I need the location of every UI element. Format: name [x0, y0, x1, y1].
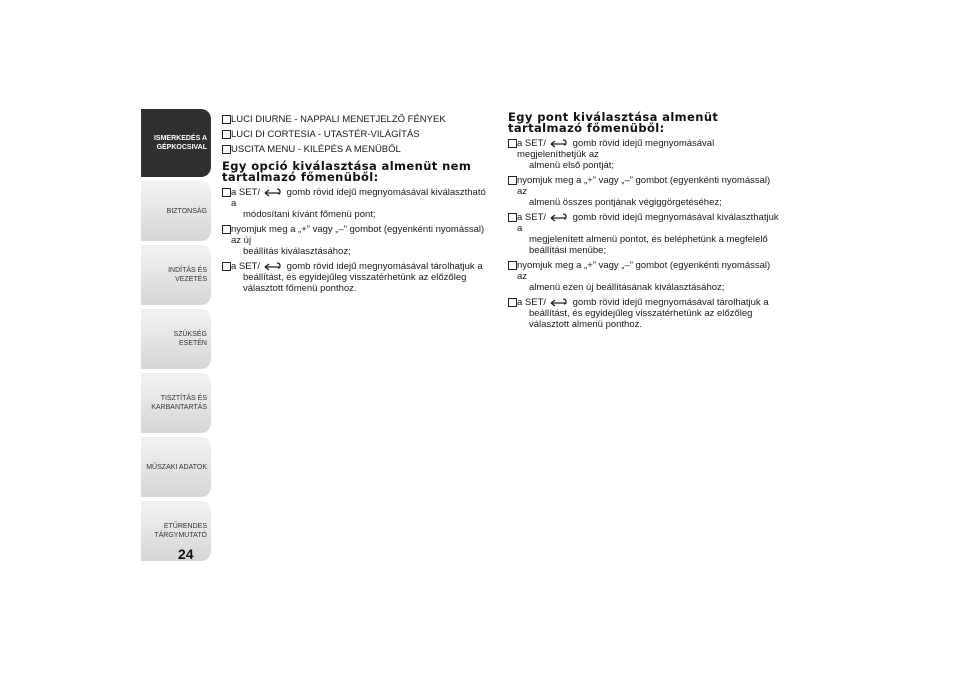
list-item: a SET/ gomb rövid idejű megnyomásával kiválaszthatjuk a megjelenített almenü pontot, és beléphetünk a megfelelő beállítási menübe;	[508, 212, 780, 256]
right-column	[508, 112, 780, 334]
return-arrow-icon	[548, 212, 568, 222]
tab-label: MŰSZAKI ADATOK	[146, 463, 207, 471]
section-heading: Egy pont kiválasztása almenüt tartalmazó főmenüből:	[508, 110, 719, 135]
checkbox-bullet-icon	[222, 130, 231, 139]
list-item: LUCI DIURNE - NAPPALI MENETJELZŐ FÉNYEK	[222, 114, 490, 125]
checkbox-bullet-icon	[222, 115, 231, 124]
list-item: a SET/ gomb rövid idejű megnyomásával tárolhatjuk a beállítást, és egyidejűleg visszatérhetünk az előzőleg választott főmenü ponthoz.	[222, 261, 490, 294]
list-item: nyomjuk meg a „+” vagy „–” gombot (egyenkénti nyomással) az almenü ezen új beállításának kiválasztásához;	[508, 260, 780, 293]
tab-label: ETŰRENDES TÁRGYMUTATÓ	[154, 523, 207, 539]
checkbox-bullet-icon	[222, 225, 231, 234]
return-arrow-icon	[548, 297, 568, 307]
list-item: a SET/ gomb rövid idejű megnyomásával kiválasztható a módosítani kívánt főmenü pont;	[222, 187, 490, 220]
tab-szukseg[interactable]	[141, 309, 211, 369]
tab-biztonsag[interactable]	[141, 181, 211, 241]
list-item: nyomjuk meg a „+” vagy „–” gombot (egyenkénti nyomással) az új beállítás kiválasztásához;	[222, 224, 490, 257]
tab-tisztitas[interactable]	[141, 373, 211, 433]
tab-inditas[interactable]	[141, 245, 211, 305]
return-arrow-icon	[262, 187, 282, 197]
left-column	[222, 114, 490, 298]
checkbox-bullet-icon	[508, 139, 517, 148]
tab-targymutato[interactable]	[141, 501, 211, 561]
checkbox-bullet-icon	[508, 298, 517, 307]
chapter-sidebar	[141, 109, 211, 565]
list-item: a SET/ gomb rövid idejű megnyomásával tárolhatjuk a beállítást, és egyidejűleg visszatérhetünk az előzőleg választott almenü ponthoz.	[508, 297, 780, 330]
tab-label: BIZTONSÁG	[166, 207, 207, 215]
checkbox-bullet-icon	[508, 261, 517, 270]
checkbox-bullet-icon	[222, 145, 231, 154]
list-item: USCITA MENU - KILÉPÉS A MENÜBŐL	[222, 144, 490, 155]
tab-label: ISMERKEDÉS A GÉPKOCSIVAL	[153, 135, 207, 151]
tab-label: TISZTÍTÁS ÉS KARBANTARTÁS	[151, 395, 207, 411]
checkbox-bullet-icon	[222, 188, 231, 197]
list-item: nyomjuk meg a „+” vagy „–” gombot (egyenkénti nyomással) az almenü összes pontjának végiggörgetéséhez;	[508, 175, 780, 208]
checkbox-bullet-icon	[508, 176, 517, 185]
checkbox-bullet-icon	[222, 262, 231, 271]
return-arrow-icon	[548, 138, 568, 148]
page-number: 24	[178, 546, 194, 562]
section-heading: Egy opció kiválasztása almenüt nem tartalmazó főmenüből:	[222, 159, 472, 184]
tab-ismerkedes[interactable]	[141, 109, 211, 177]
tab-muszaki[interactable]	[141, 437, 211, 497]
tab-label: INDÍTÁS ÉS VEZETÉS	[168, 267, 207, 283]
checkbox-bullet-icon	[508, 213, 517, 222]
tab-label: SZÜKSÉG ESETÉN	[173, 331, 207, 347]
return-arrow-icon	[262, 261, 282, 271]
list-item: LUCI DI CORTESIA - UTASTÉR-VILÁGÍTÁS	[222, 129, 490, 140]
list-item: a SET/ gomb rövid idejű megnyomásával megjeleníthetjük az almenü első pontját;	[508, 138, 780, 171]
